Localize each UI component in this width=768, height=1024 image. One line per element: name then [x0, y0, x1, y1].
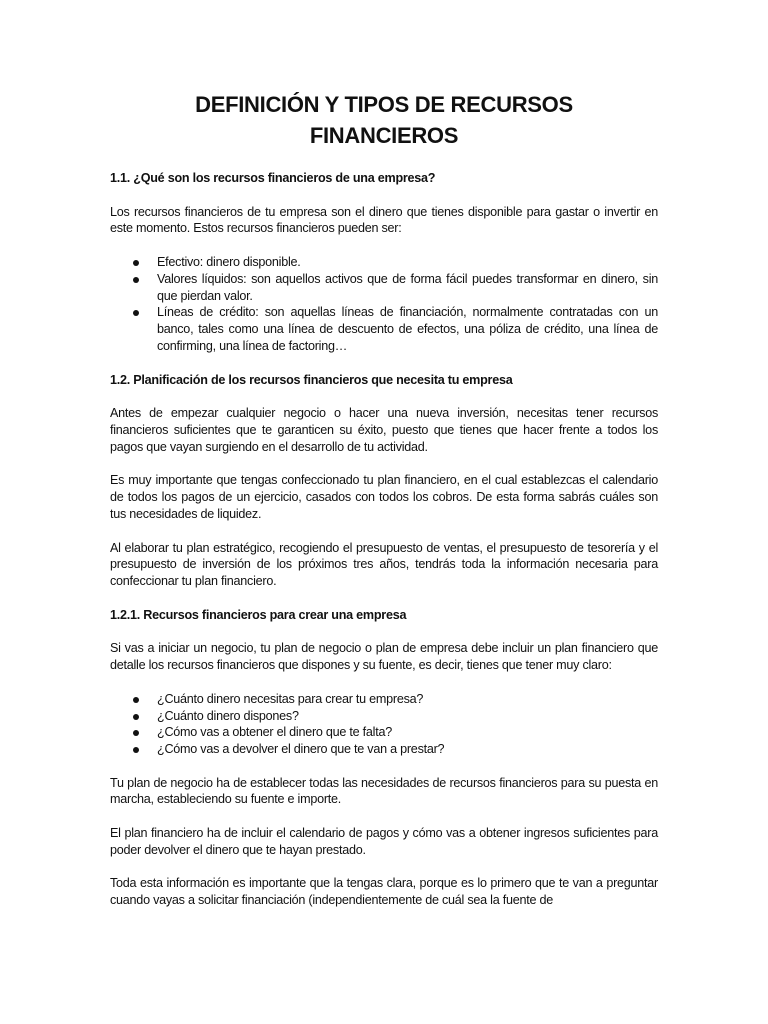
section-1-2-1-bullet-list [110, 691, 658, 758]
bullet-item [110, 741, 658, 758]
section-1-2-1-paragraph-3: El plan financiero ha de incluir el calendario de pagos y cómo vas a obtener ingresos suficientes para poder devolver el dinero que te hayan prestado. [110, 826, 658, 857]
section-heading-1-1: 1.1. ¿Qué son los recursos financieros de una empresa? [110, 171, 436, 185]
bullet-item-text: ¿Cuánto dinero dispones? [157, 708, 299, 723]
bullet-item [110, 691, 658, 708]
bullet-item [110, 271, 658, 305]
document-body [110, 89, 658, 926]
section-heading-1-2-1: 1.2.1. Recursos financieros para crear una empresa [110, 607, 407, 622]
section-heading-1-2: 1.2. Planificación de los recursos financieros que necesita tu empresa [110, 372, 513, 387]
document-title-line-2: FINANCIEROS [309, 123, 459, 148]
section-1-2-1-paragraph-2: Tu plan de negocio ha de establecer todas las necesidades de recursos financieros para su puesta en marcha, estableciendo su fuente e importe. [110, 775, 658, 807]
bullet-item-text: Efectivo: dinero disponible. [157, 254, 301, 269]
section-1-1-bullet-list [110, 254, 658, 355]
section-1-2-1-paragraph-4: Toda esta información es importante que la tengas clara, porque es lo primero que te van a preguntar cuando vayas a solicitar financiación (independientemente de cuál sea la fuente de [110, 876, 658, 908]
bullet-dot-icon [133, 277, 139, 283]
bullet-item-text: ¿Cómo vas a devolver el dinero que te van a prestar? [157, 742, 445, 757]
document-title [110, 89, 658, 151]
bullet-dot-icon [133, 697, 139, 703]
bullet-dot-icon [133, 714, 139, 720]
section-1-2-paragraph-2: Es muy importante que tengas confeccionado tu plan financiero, en el cual establezcas el calendario de todos los pagos de un ejercicio, casados con todos los cobros. De esta forma sabrás cuáles son tus necesidades de liquidez. [110, 473, 658, 521]
bullet-item [110, 254, 658, 271]
bullet-item-text: Líneas de crédito: son aquellas líneas de financiación, normalmente contratadas con un banco, tales como una línea de descuento de efectos, una póliza de crédito, una línea de confirming, una línea de factoring… [157, 305, 658, 353]
bullet-item [110, 304, 658, 354]
section-1-1-paragraph-1: Los recursos financieros de tu empresa son el dinero que tienes disponible para gastar o invertir en este momento. Estos recursos financieros pueden ser: [110, 204, 658, 236]
bullet-item-text: ¿Cuánto dinero necesitas para crear tu empresa? [157, 691, 424, 706]
bullet-item-text: Valores líquidos: son aquellos activos que de forma fácil puedes transformar en dinero, sin que pierdan valor. [157, 271, 658, 303]
section-1-2-paragraph-1: Antes de empezar cualquier negocio o hacer una nueva inversión, necesitas tener recursos financieros suficientes que te garanticen su éxito, puesto que tienes que hacer frente a todos los pagos que vayan surgiendo en el desarrollo de tu actividad. [110, 406, 658, 454]
section-1-2-paragraph-3: Al elaborar tu plan estratégico, recogiendo el presupuesto de ventas, el presupuesto de tesorería y el presupuesto de inversión de los próximos tres años, tendrás toda la información necesaria para confeccionar tu plan financiero. [110, 540, 658, 589]
bullet-dot-icon [133, 260, 139, 266]
section-1-2-1-paragraph-1: Si vas a iniciar un negocio, tu plan de negocio o plan de empresa debe incluir un plan financiero que detalle los recursos financieros que dispones y su fuente, es decir, tienes que tener muy claro: [110, 641, 658, 673]
bullet-dot-icon [133, 730, 139, 736]
document-title-line-1: DEFINICIÓN Y TIPOS DE RECURSOS [195, 92, 573, 117]
bullet-item-text: ¿Cómo vas a obtener el dinero que te falta? [157, 725, 392, 740]
bullet-item [110, 708, 658, 725]
bullet-item [110, 724, 658, 741]
bullet-dot-icon [133, 310, 139, 316]
bullet-dot-icon [133, 747, 139, 753]
